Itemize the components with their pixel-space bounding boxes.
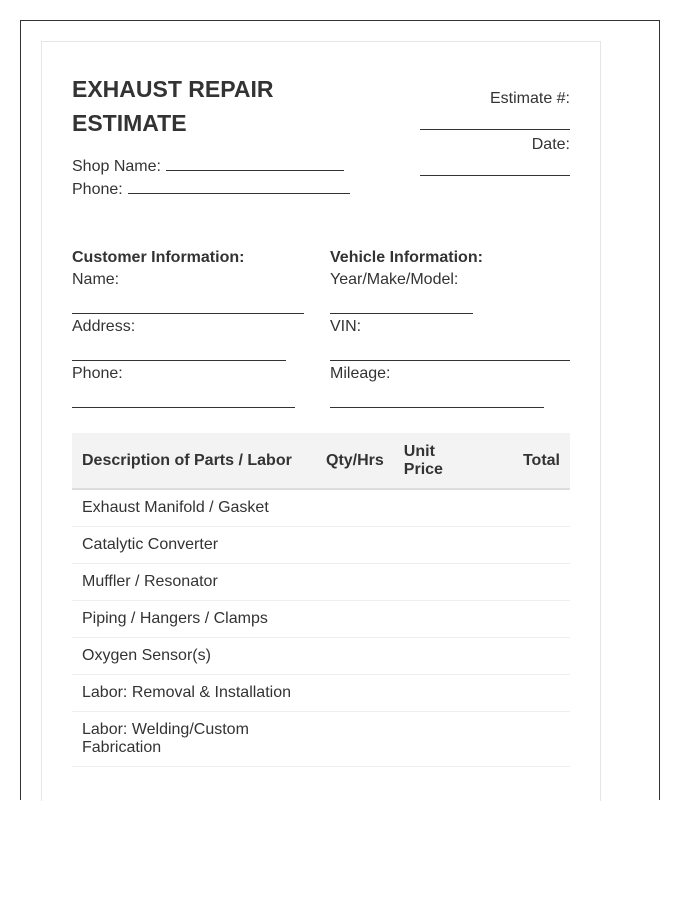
row-description: Piping / Hangers / Clamps — [72, 601, 316, 638]
customer-information — [72, 247, 304, 408]
row-qty[interactable] — [316, 601, 394, 638]
parts-labor-table — [72, 433, 570, 767]
customer-address-label: Address: — [72, 318, 136, 335]
row-unit-price[interactable] — [394, 712, 476, 767]
row-qty[interactable] — [316, 712, 394, 767]
table-row — [72, 489, 570, 527]
row-total[interactable] — [476, 527, 570, 564]
customer-name-label: Name: — [72, 271, 120, 288]
vehicle-vin-field[interactable] — [330, 359, 570, 361]
row-description: Catalytic Converter — [72, 527, 316, 564]
row-total[interactable] — [476, 601, 570, 638]
customer-phone-field[interactable] — [72, 406, 295, 408]
table-row — [72, 675, 570, 712]
row-total[interactable] — [476, 564, 570, 601]
shop-phone-row — [72, 178, 350, 200]
row-qty[interactable] — [316, 638, 394, 675]
row-description: Muffler / Resonator — [72, 564, 316, 601]
table-row — [72, 564, 570, 601]
col-unit-price: Unit Price — [394, 433, 476, 489]
row-unit-price[interactable] — [394, 675, 476, 712]
vehicle-ymm-label: Year/Make/Model: — [330, 271, 459, 288]
row-description: Labor: Removal & Installation — [72, 675, 316, 712]
customer-address-field[interactable] — [72, 359, 286, 361]
customer-name-field[interactable] — [72, 312, 304, 314]
shop-name-row — [72, 155, 344, 177]
col-total: Total — [476, 433, 570, 489]
table-row — [72, 638, 570, 675]
row-qty[interactable] — [316, 564, 394, 601]
row-total[interactable] — [476, 675, 570, 712]
table-row — [72, 712, 570, 767]
table-header-row — [72, 433, 570, 489]
date-label: Date: — [531, 136, 570, 153]
row-unit-price[interactable] — [394, 638, 476, 675]
vehicle-heading: Vehicle Information: — [330, 249, 483, 266]
row-description: Labor: Welding/Custom Fabrication — [72, 712, 316, 767]
shop-name-label: Shop Name: — [72, 158, 161, 175]
table-row — [72, 601, 570, 638]
row-unit-price[interactable] — [394, 564, 476, 601]
row-unit-price[interactable] — [394, 527, 476, 564]
shop-name-field[interactable] — [166, 155, 344, 171]
estimate-number-label: Estimate #: — [489, 90, 570, 107]
row-qty[interactable] — [316, 489, 394, 527]
row-qty[interactable] — [316, 675, 394, 712]
customer-phone-label: Phone: — [72, 365, 123, 382]
vehicle-vin-label: VIN: — [330, 318, 362, 335]
row-qty[interactable] — [316, 527, 394, 564]
shop-phone-field[interactable] — [128, 178, 350, 194]
estimate-meta — [420, 88, 570, 180]
row-unit-price[interactable] — [394, 601, 476, 638]
row-total[interactable] — [476, 638, 570, 675]
row-total[interactable] — [476, 489, 570, 527]
row-description: Exhaust Manifold / Gasket — [72, 489, 316, 527]
table-row — [72, 527, 570, 564]
estimate-number-field[interactable] — [420, 128, 570, 130]
estimate-sheet — [41, 41, 601, 801]
vehicle-mileage-label: Mileage: — [330, 365, 391, 382]
vehicle-ymm-field[interactable] — [330, 312, 473, 314]
customer-heading: Customer Information: — [72, 249, 245, 266]
col-description: Description of Parts / Labor — [72, 433, 316, 489]
shop-phone-label: Phone: — [72, 181, 123, 198]
document-title: EXHAUST REPAIR ESTIMATE — [72, 76, 274, 136]
row-description: Oxygen Sensor(s) — [72, 638, 316, 675]
date-field[interactable] — [420, 174, 570, 176]
row-unit-price[interactable] — [394, 489, 476, 527]
row-total[interactable] — [476, 712, 570, 767]
vehicle-mileage-field[interactable] — [330, 406, 544, 408]
col-qty-hrs: Qty/Hrs — [316, 433, 394, 489]
vehicle-information — [330, 247, 570, 408]
